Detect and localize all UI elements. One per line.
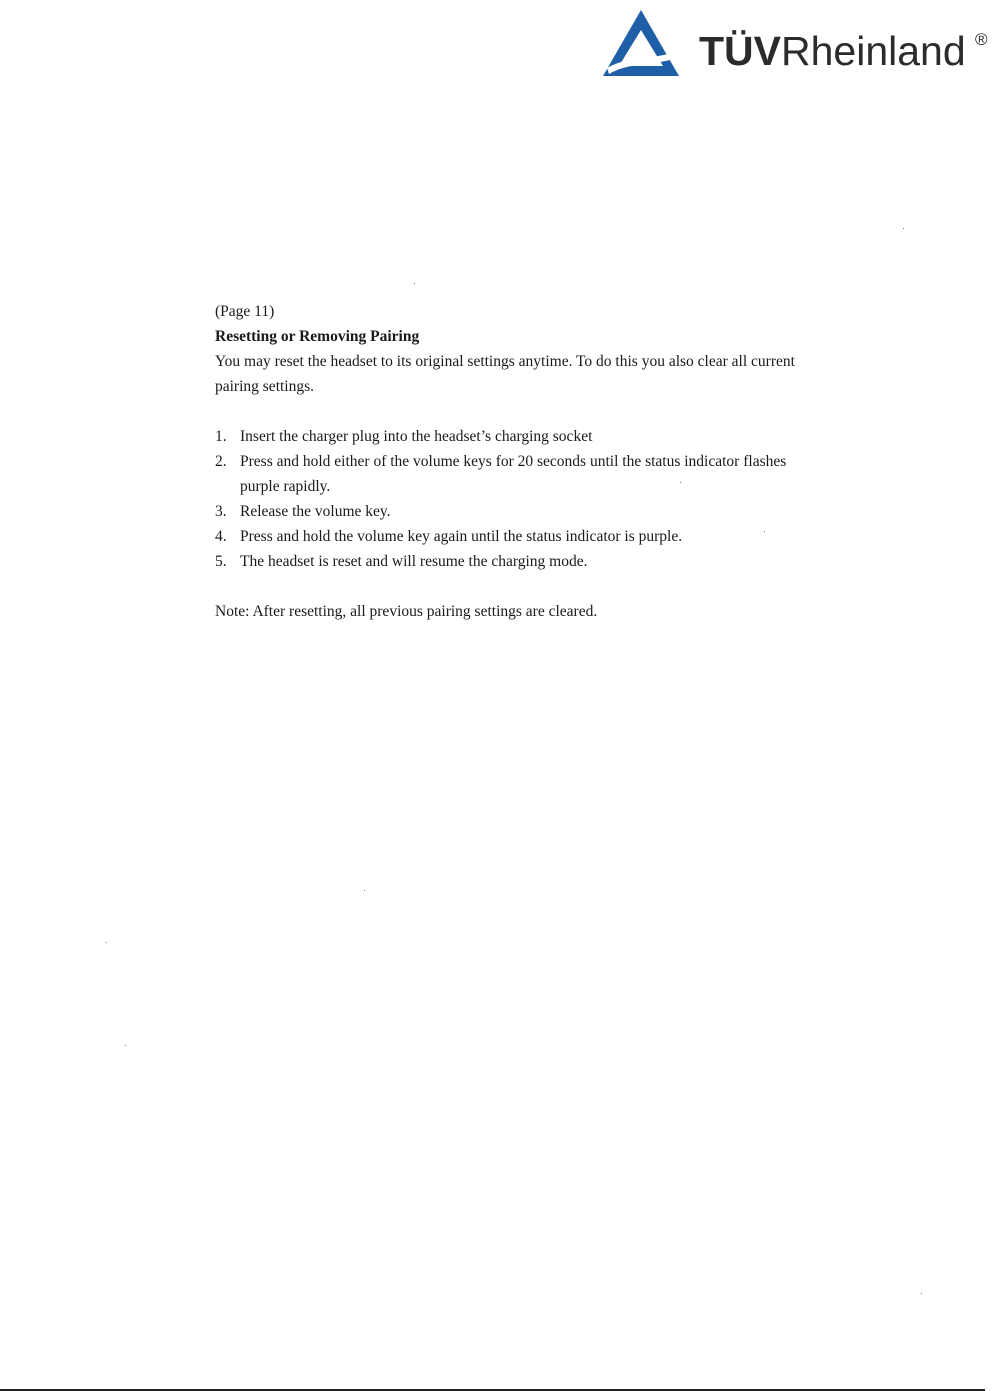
speck: [414, 283, 415, 284]
step-text: Insert the charger plug into the headset’s charging socket: [240, 428, 593, 445]
step-item: [215, 549, 815, 574]
brand-bold: TÜV: [699, 28, 781, 74]
document-body: [215, 299, 815, 624]
step-text: Press and hold the volume key again until the status indicator is purple.: [240, 528, 683, 545]
section-heading: Resetting or Removing Pairing: [215, 328, 420, 345]
step-text: Release the volume key.: [240, 503, 391, 520]
speck: [921, 1293, 922, 1294]
brand-wordmark: [699, 28, 966, 74]
step-text: The headset is reset and will resume the charging mode.: [240, 553, 588, 570]
step-item: [215, 499, 815, 524]
speck: [764, 531, 765, 532]
page-reference: (Page 11): [215, 303, 275, 320]
step-text: Press and hold either of the volume keys for 20 seconds until the status indicator flashes purple rapidly.: [240, 453, 787, 495]
speck: [364, 890, 365, 891]
speck: [125, 1045, 126, 1046]
step-number: 5.: [215, 553, 227, 570]
tuv-rheinland-logo: [601, 8, 1001, 80]
note-paragraph: Note: After resetting, all previous pairing settings are cleared.: [215, 603, 598, 620]
step-number: 3.: [215, 503, 227, 520]
step-number: 1.: [215, 428, 227, 445]
step-number: 2.: [215, 453, 227, 470]
step-number: 4.: [215, 528, 227, 545]
steps-list: [215, 424, 815, 574]
speck: [106, 942, 107, 943]
speck: [680, 482, 681, 483]
step-item: [215, 424, 815, 449]
step-item: [215, 449, 815, 499]
brand-regular: Rheinland: [781, 28, 966, 74]
speck: [903, 228, 904, 229]
tuv-triangle-logo-icon: [601, 8, 681, 78]
registered-mark: ®: [975, 30, 988, 49]
intro-paragraph: You may reset the headset to its original settings anytime. To do this you also clear all current pairing settings.: [215, 353, 795, 395]
step-item: [215, 524, 815, 549]
